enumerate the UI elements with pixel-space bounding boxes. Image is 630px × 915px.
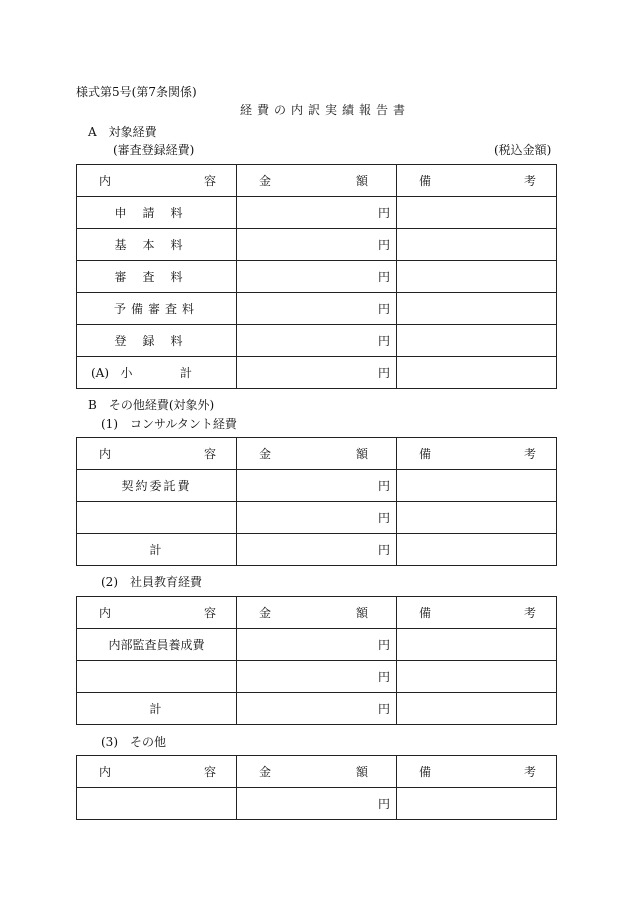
remarks-cell[interactable] [397, 502, 557, 534]
row-label-blank[interactable] [77, 788, 237, 820]
amount-cell[interactable]: 円 [237, 261, 397, 293]
section-a-subheading: (審査登録経費) [113, 143, 195, 157]
row-label-review-fee: 審査料 [77, 261, 237, 293]
total-amount-cell[interactable]: 円 [237, 534, 397, 566]
remarks-cell[interactable] [397, 534, 557, 566]
row-label-preliminary-review-fee: 予備審査料 [77, 293, 237, 325]
remarks-cell[interactable] [397, 229, 557, 261]
table-other [76, 755, 557, 820]
row-label-basic-fee: 基本料 [77, 229, 237, 261]
row-label-application-fee: 申請料 [77, 197, 237, 229]
row-label-blank[interactable] [77, 502, 237, 534]
amount-cell[interactable]: 円 [237, 325, 397, 357]
amount-cell[interactable]: 円 [237, 197, 397, 229]
header-content: 内 容 [77, 756, 237, 788]
tax-note: (税込金額) [494, 143, 552, 157]
header-amount: 金 額 [237, 756, 397, 788]
header-amount: 金 額 [237, 438, 397, 470]
row-label-blank[interactable] [77, 661, 237, 693]
table-a-header-row [77, 165, 557, 197]
subtotal-label: (A) 小 計 [77, 357, 237, 389]
header-content: 内 容 [77, 597, 237, 629]
table-row [77, 629, 557, 661]
form-number: 様式第5号(第7条関係) [76, 85, 197, 99]
remarks-cell[interactable] [397, 661, 557, 693]
table-consulting-header-row [77, 438, 557, 470]
table-row-subtotal [77, 357, 557, 389]
section-b-heading: B その他経費(対象外) [88, 398, 215, 412]
row-label-contract-fee: 契約委託費 [77, 470, 237, 502]
header-amount: 金 額 [237, 597, 397, 629]
table-row-total [77, 534, 557, 566]
header-remarks: 備 考 [397, 438, 557, 470]
remarks-cell[interactable] [397, 357, 557, 389]
header-remarks: 備 考 [397, 756, 557, 788]
table-row [77, 502, 557, 534]
amount-cell[interactable]: 円 [237, 470, 397, 502]
document-title: 経費の内訳実績報告書 [240, 103, 411, 117]
total-label: 計 [77, 534, 237, 566]
total-label: 計 [77, 693, 237, 725]
table-row [77, 229, 557, 261]
remarks-cell[interactable] [397, 325, 557, 357]
table-consulting [76, 437, 557, 566]
other-heading: (3) その他 [101, 735, 166, 749]
table-row [77, 261, 557, 293]
table-row [77, 788, 557, 820]
subtotal-amount-cell[interactable]: 円 [237, 357, 397, 389]
amount-cell[interactable]: 円 [237, 229, 397, 261]
row-label-internal-auditor-training: 内部監査員養成費 [77, 629, 237, 661]
row-label-registration-fee: 登録料 [77, 325, 237, 357]
table-row [77, 325, 557, 357]
remarks-cell[interactable] [397, 197, 557, 229]
amount-cell[interactable]: 円 [237, 502, 397, 534]
training-heading: (2) 社員教育経費 [101, 575, 202, 589]
header-content: 内 容 [77, 438, 237, 470]
table-row [77, 293, 557, 325]
remarks-cell[interactable] [397, 788, 557, 820]
table-other-header-row [77, 756, 557, 788]
table-training [76, 596, 557, 725]
table-row [77, 470, 557, 502]
table-a [76, 164, 557, 389]
remarks-cell[interactable] [397, 693, 557, 725]
table-row [77, 661, 557, 693]
amount-cell[interactable]: 円 [237, 788, 397, 820]
header-remarks: 備 考 [397, 165, 557, 197]
header-amount: 金 額 [237, 165, 397, 197]
amount-cell[interactable]: 円 [237, 629, 397, 661]
consulting-heading: (1) コンサルタント経費 [101, 417, 237, 431]
table-training-header-row [77, 597, 557, 629]
remarks-cell[interactable] [397, 629, 557, 661]
section-a-heading: A 対象経費 [88, 125, 157, 139]
remarks-cell[interactable] [397, 261, 557, 293]
amount-cell[interactable]: 円 [237, 661, 397, 693]
remarks-cell[interactable] [397, 470, 557, 502]
remarks-cell[interactable] [397, 293, 557, 325]
total-amount-cell[interactable]: 円 [237, 693, 397, 725]
table-row [77, 197, 557, 229]
amount-cell[interactable]: 円 [237, 293, 397, 325]
header-remarks: 備 考 [397, 597, 557, 629]
header-content: 内 容 [77, 165, 237, 197]
table-row-total [77, 693, 557, 725]
